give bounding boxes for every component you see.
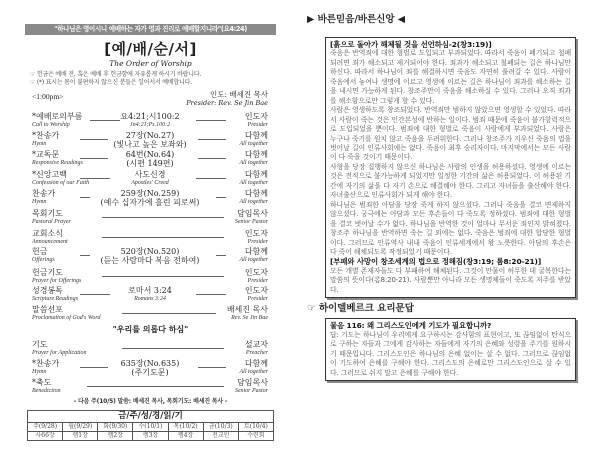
leader-line (90, 120, 120, 121)
item-name-en: Prayer for Application (32, 350, 87, 356)
leader-en: All together (239, 180, 268, 186)
article-paragraph: 죽음은 반역죄에 대한 형벌로 도입되고 부과되었다. 따라서 죽음이 폐기되고 철폐되려면 죄가 해소되고 제거되어야 한다. 죄과가 해소되고 철폐되는 길은 하나님만 하신다. 따라서 하나님이 죄를 해결하시면 죽음도 자연히 풀려갈 수 있다. 사람이 죽음에서 놓여나 생명에 이르고 영생에 이르는 길은 하나님이 죄과를 해소하는 길을 내시면 가능하게 된다. 창조주만이 죽음을 해소하실 수 있다. 그러나 오직 죄과를 해소함으로만 그렇게 할 수 있다. (330, 49, 571, 105)
item-name-kr: *찬송가 (32, 131, 60, 140)
leader-line (80, 255, 90, 256)
order-subtitle: The Order of Worship (109, 59, 192, 68)
leader-line (80, 158, 108, 159)
sermon-title: "우리를 의롭다 하심" (112, 325, 189, 334)
item-name-kr: *예배로의부름 (32, 112, 83, 121)
reading-chapter: 렘3장 (133, 432, 168, 441)
article-paragraph: 모든 개별 존재자들도 다 부패하여 해체된다. 그것이 만물이 허무한 데 굴복한다는 말씀의 뜻이다(롬8:20-21). 사람뿐만 아니라 모든 생명체들이 죽도록 저주를 받았다. (330, 266, 571, 294)
bible-reading-table (27, 410, 274, 441)
article-paragraph: 사형을 당장 집행하지 않으신 하나님은 사람의 인생을 허용하셨다. 영생에 이르는 것은 전적으로 불가능하게 되었지만 일정한 기간의 삶은 허용되었다. 이 허용된 기간에 자기의 삶을 다 자기 손으로 해결해야 한다. 그리고 자녀들을 출산해야 한다. 자녀출산으로 인류사회가 되게 해야 한다. (330, 162, 571, 200)
presider-en: Presider: Rev. Se Jin Bae (186, 98, 268, 107)
leader-en: All together (239, 257, 268, 263)
leader-kr: 다함께 (244, 189, 268, 198)
leader-line (196, 120, 226, 121)
leader-kr: 인도자 (244, 112, 268, 121)
detail-main: 사도신경 (134, 170, 166, 179)
leader-kr: 배세진 목사 (226, 305, 268, 314)
item-name-en: Prayer for Offerings (32, 278, 82, 284)
leader-en: All together (239, 369, 268, 375)
item-name-kr: 목회기도 (32, 209, 63, 218)
leader-line (80, 197, 90, 198)
faith-article-box (325, 37, 576, 298)
item-name-kr: *교독문 (32, 150, 60, 159)
item-detail (32, 170, 268, 188)
item-name-en: Offerings (32, 257, 55, 263)
leader-kr: 인도자 (244, 286, 268, 295)
leader-line (198, 367, 226, 368)
detail-main: 635장(No.635) (120, 359, 180, 368)
detail-main: 259장(No.259) (120, 189, 180, 198)
presider (186, 91, 268, 107)
item-name-kr: 말씀선포 (32, 305, 63, 314)
leader-line (196, 178, 226, 179)
detail-sub: Apostles' Creed (131, 180, 169, 186)
reading-day: 수(10/1) (133, 423, 168, 432)
leader-line (216, 197, 226, 198)
faith-section-header: ▶ 바른믿음/바른신앙 ◀ (307, 14, 406, 25)
leader-en: Rev. Se Jin Bae (231, 315, 268, 321)
detail-sub: (빛나고 높은 보좌와) (113, 140, 187, 149)
reading-day: 주(9/28) (28, 423, 63, 432)
order-item (32, 209, 268, 227)
standing-note: ☞ (*) 표시는 몸이 불편하지 않으신 분들은 일어서서 예배합니다. (30, 79, 192, 86)
item-leader (245, 268, 268, 286)
detail-sub: (듣는 사람마다 복음 전하여) (100, 256, 200, 265)
catechism-question: 물음 116: 왜 그리스도인에게 기도가 필요합니까? (330, 321, 492, 331)
leader-line (196, 294, 226, 295)
heidelberg-header: ☞ 하이델베르크 요리문답 (307, 303, 414, 315)
leader-en: All together (239, 199, 268, 205)
leader-kr: 담임목사 (237, 209, 268, 218)
item-name-kr: 성경봉독 (32, 286, 63, 295)
order-item (32, 112, 268, 130)
item-name-kr: 헌금 (32, 247, 48, 256)
leader-line (87, 386, 224, 387)
item-leader (227, 305, 268, 323)
catechism-box (325, 318, 576, 381)
item-leader (245, 229, 268, 247)
reading-chapters-row (28, 432, 274, 441)
article-heading: [흙으로 돌아가 해체될 것을 선언하심-2(창3:19)] (330, 40, 492, 49)
leader-line (122, 348, 224, 349)
detail-main: 27장(No.27) (125, 131, 175, 140)
right-column (307, 14, 579, 381)
detail-main: 요4:21;시100:2 (120, 112, 180, 121)
presider-kr: 인도: 배세진 목사 (209, 90, 268, 99)
reading-chapter: 렘1장 (63, 432, 98, 441)
item-name-en: Proclamation of God's Word (32, 315, 101, 321)
detail-main: 로마서 3:24 (128, 286, 172, 295)
item-leader (235, 378, 268, 396)
reading-day: 화(9/30) (98, 423, 133, 432)
leader-en: Presider (247, 278, 268, 284)
order-item (32, 150, 268, 168)
reading-chapter: 사66장 (28, 432, 63, 441)
leader-line (216, 255, 226, 256)
item-name-en: Announcement (32, 239, 68, 245)
detail-sub: (예수 십자가에 흘린 피로써) (100, 198, 200, 207)
leader-line (80, 367, 108, 368)
service-time: <1:00pm> (32, 92, 64, 101)
leader-kr: 다함께 (244, 170, 268, 179)
leader-kr: 담임목사 (237, 378, 268, 387)
item-name-en: Pastoral Prayer (32, 219, 71, 225)
leader-en: All together (239, 141, 268, 147)
leader-line (102, 217, 224, 218)
order-item (32, 305, 268, 323)
item-detail (32, 247, 268, 265)
leader-line (102, 237, 224, 238)
order-item (32, 189, 268, 207)
order-item (32, 247, 268, 265)
reading-title: 금/주/성/경/읽/기 (28, 411, 274, 423)
leader-line (122, 313, 216, 314)
reading-day: 금(10/3) (203, 423, 238, 432)
item-name-kr: 교회소식 (32, 229, 63, 238)
item-name-en: Benediction (32, 388, 61, 394)
item-name-en: Call to Worship (32, 122, 70, 128)
leader-en: Senior Pastor (234, 219, 268, 225)
detail-sub: (시편 149편) (126, 159, 174, 168)
next-week-note: - 다음 주(10/5) 말씀: 배세진 목사, 목회기도: 배세진 목사 - (73, 398, 228, 405)
item-name-en: Confession of our Faith (32, 180, 90, 186)
item-name (32, 229, 68, 247)
order-item (32, 131, 268, 149)
item-name-kr: 찬송가 (32, 189, 56, 198)
leader-kr: 다함께 (244, 150, 268, 159)
leader-en: Preacher (245, 350, 268, 356)
order-item (32, 378, 268, 396)
article-heading: [부패와 사망이 창조세계의 법으로 정해짐(창3:19; 롬8:20-21)] (330, 257, 542, 267)
verse-banner: "하나님은 영이시니 예배하는 자가 영과 진리로 예배할지니라"(요4:24) (25, 24, 276, 35)
item-name (32, 378, 61, 396)
leader-kr: 인도자 (244, 229, 268, 238)
order-item (32, 170, 268, 188)
leader-kr: 설교자 (244, 340, 268, 349)
order-item (32, 359, 268, 377)
order-item (32, 268, 268, 286)
item-detail (32, 112, 268, 130)
item-name-kr: *신앙고백 (32, 170, 67, 179)
reading-chapter: 수련회 (238, 432, 273, 441)
order-item (32, 229, 268, 247)
item-name-kr: *축도 (32, 378, 52, 387)
leader-en: Senior Pastor (234, 388, 268, 394)
item-name-kr: 헌금기도 (32, 268, 63, 277)
reading-days-row (28, 423, 274, 432)
item-name (32, 268, 81, 286)
leader-kr: 다함께 (244, 247, 268, 256)
reading-day: 월(9/29) (63, 423, 98, 432)
item-name (32, 209, 71, 227)
article-paragraph: 하나님은 범죄한 아담을 당장 죽게 하지 않으셨다. 그러나 죽음을 결코 면제하지 않으셨다. 궁극에는 아담과 모든 후손들이 다 죽도록 정하셨다. 범죄에 대한 형벌을 결코 벗어날 수가 없다. 하나님을 반역한 것이 얼마나 무서운 죄인지 밝혀졌다. 창조주 하나님을 반역하면 죽는 길 외에는 없다. 죽음은 범죄에 대한 합당한 형벌이다. 그러므로 인류역사 내내 죽음이 인류세계에서 왕 노릇한다. 아담의 후손은 다 죽어 해체되도록 작정되었기 때문이다. (330, 200, 571, 256)
leader-line (80, 178, 110, 179)
detail-sub: (주기도문) (131, 368, 169, 377)
leader-kr: 다함께 (244, 359, 268, 368)
leader-kr: 인도자 (244, 268, 268, 277)
item-name-en: Scripture Readings (32, 296, 78, 302)
item-leader (235, 209, 268, 227)
item-detail (32, 189, 268, 207)
article-paragraph: 사람은 영생하도록 창조되었다. 반역죄만 범하지 않았으면 영생할 수 있었다. 따라서 사람이 죽는 것은 인간본성에 반하는 일이다. 범죄 때문에 죽음이 불가항력적으로 도입되었을 뿐이다. 범죄에 대한 형벌로 죽음이 사람에게 부과되었다. 사람은 누구나 죽기를 원치 않고 죽음을 두려워한다. 그러나 창조주가 지우신 죽음의 법을 벗어날 길이 인류사회에는 없다. 죽음이 최후 승리자이다. 마지막에서는 모든 사람이 다 죽을 것이기 때문이다. (330, 106, 571, 162)
leader-line (198, 158, 226, 159)
item-name (32, 340, 87, 358)
order-title: [예/배/순/서] (104, 40, 197, 58)
leader-en: Presider (247, 122, 268, 128)
item-leader (245, 340, 268, 358)
detail-sub: Romans 3:24 (134, 296, 166, 302)
item-name-kr: 기도 (32, 340, 48, 349)
item-name-kr: *찬송가 (32, 359, 60, 368)
item-detail (32, 131, 268, 149)
item-detail (32, 150, 268, 168)
leader-line (102, 276, 224, 277)
leader-en: Presider (247, 239, 268, 245)
reading-day: 토(10/4) (238, 423, 273, 432)
order-item (32, 340, 268, 358)
item-name-en: Responsive Readings (32, 160, 83, 166)
detail-main: 64번(No.64) (125, 150, 175, 159)
reading-chapter: 전교인 (203, 432, 238, 441)
item-detail (32, 359, 268, 377)
leader-line (198, 139, 226, 140)
leader-en: All together (239, 160, 268, 166)
item-name-en: Hymn (32, 141, 47, 147)
catechism-answer: 답: 기도는 하나님이 우리에게 요구하시는 감사함의 표현이고, 또 끊임없이 탄식으로 구하는 자들과 그에게 감사하는 자들에게 자기의 은혜와 성령을 주기를 원하시기 때문입니다. 그리스도인은 하나님의 은혜 없이는 살 수 없다. 그러므로 끊임없이 기도하여 은혜를 구해야 한다. 그리스도의 은혜로만 그리스도인으로 살 수 있다. 그러므로 쉬지 말고 은혜를 구해야 한다. (330, 330, 571, 377)
leader-kr: 다함께 (244, 131, 268, 140)
reading-chapter: 렘4장 (168, 432, 203, 441)
item-name-en: Hymn (32, 369, 47, 375)
leader-line (80, 139, 108, 140)
item-name-en: Hymn (32, 199, 47, 205)
leader-en: Presider (247, 296, 268, 302)
detail-main: 520장(No.520) (120, 247, 180, 256)
reading-chapter: 렘2장 (98, 432, 133, 441)
detail-sub: Jn4:21;Ps.100:2 (129, 122, 171, 128)
leader-line (80, 294, 110, 295)
item-name (32, 305, 100, 323)
offering-note: ☞ 헌금은 예배 전, 혹은 예배 후 헌금함에 자유롭게 하시기 바랍니다. (30, 71, 202, 78)
order-item (32, 286, 268, 304)
reading-day: 목(10/2) (168, 423, 203, 432)
item-detail (32, 286, 268, 304)
